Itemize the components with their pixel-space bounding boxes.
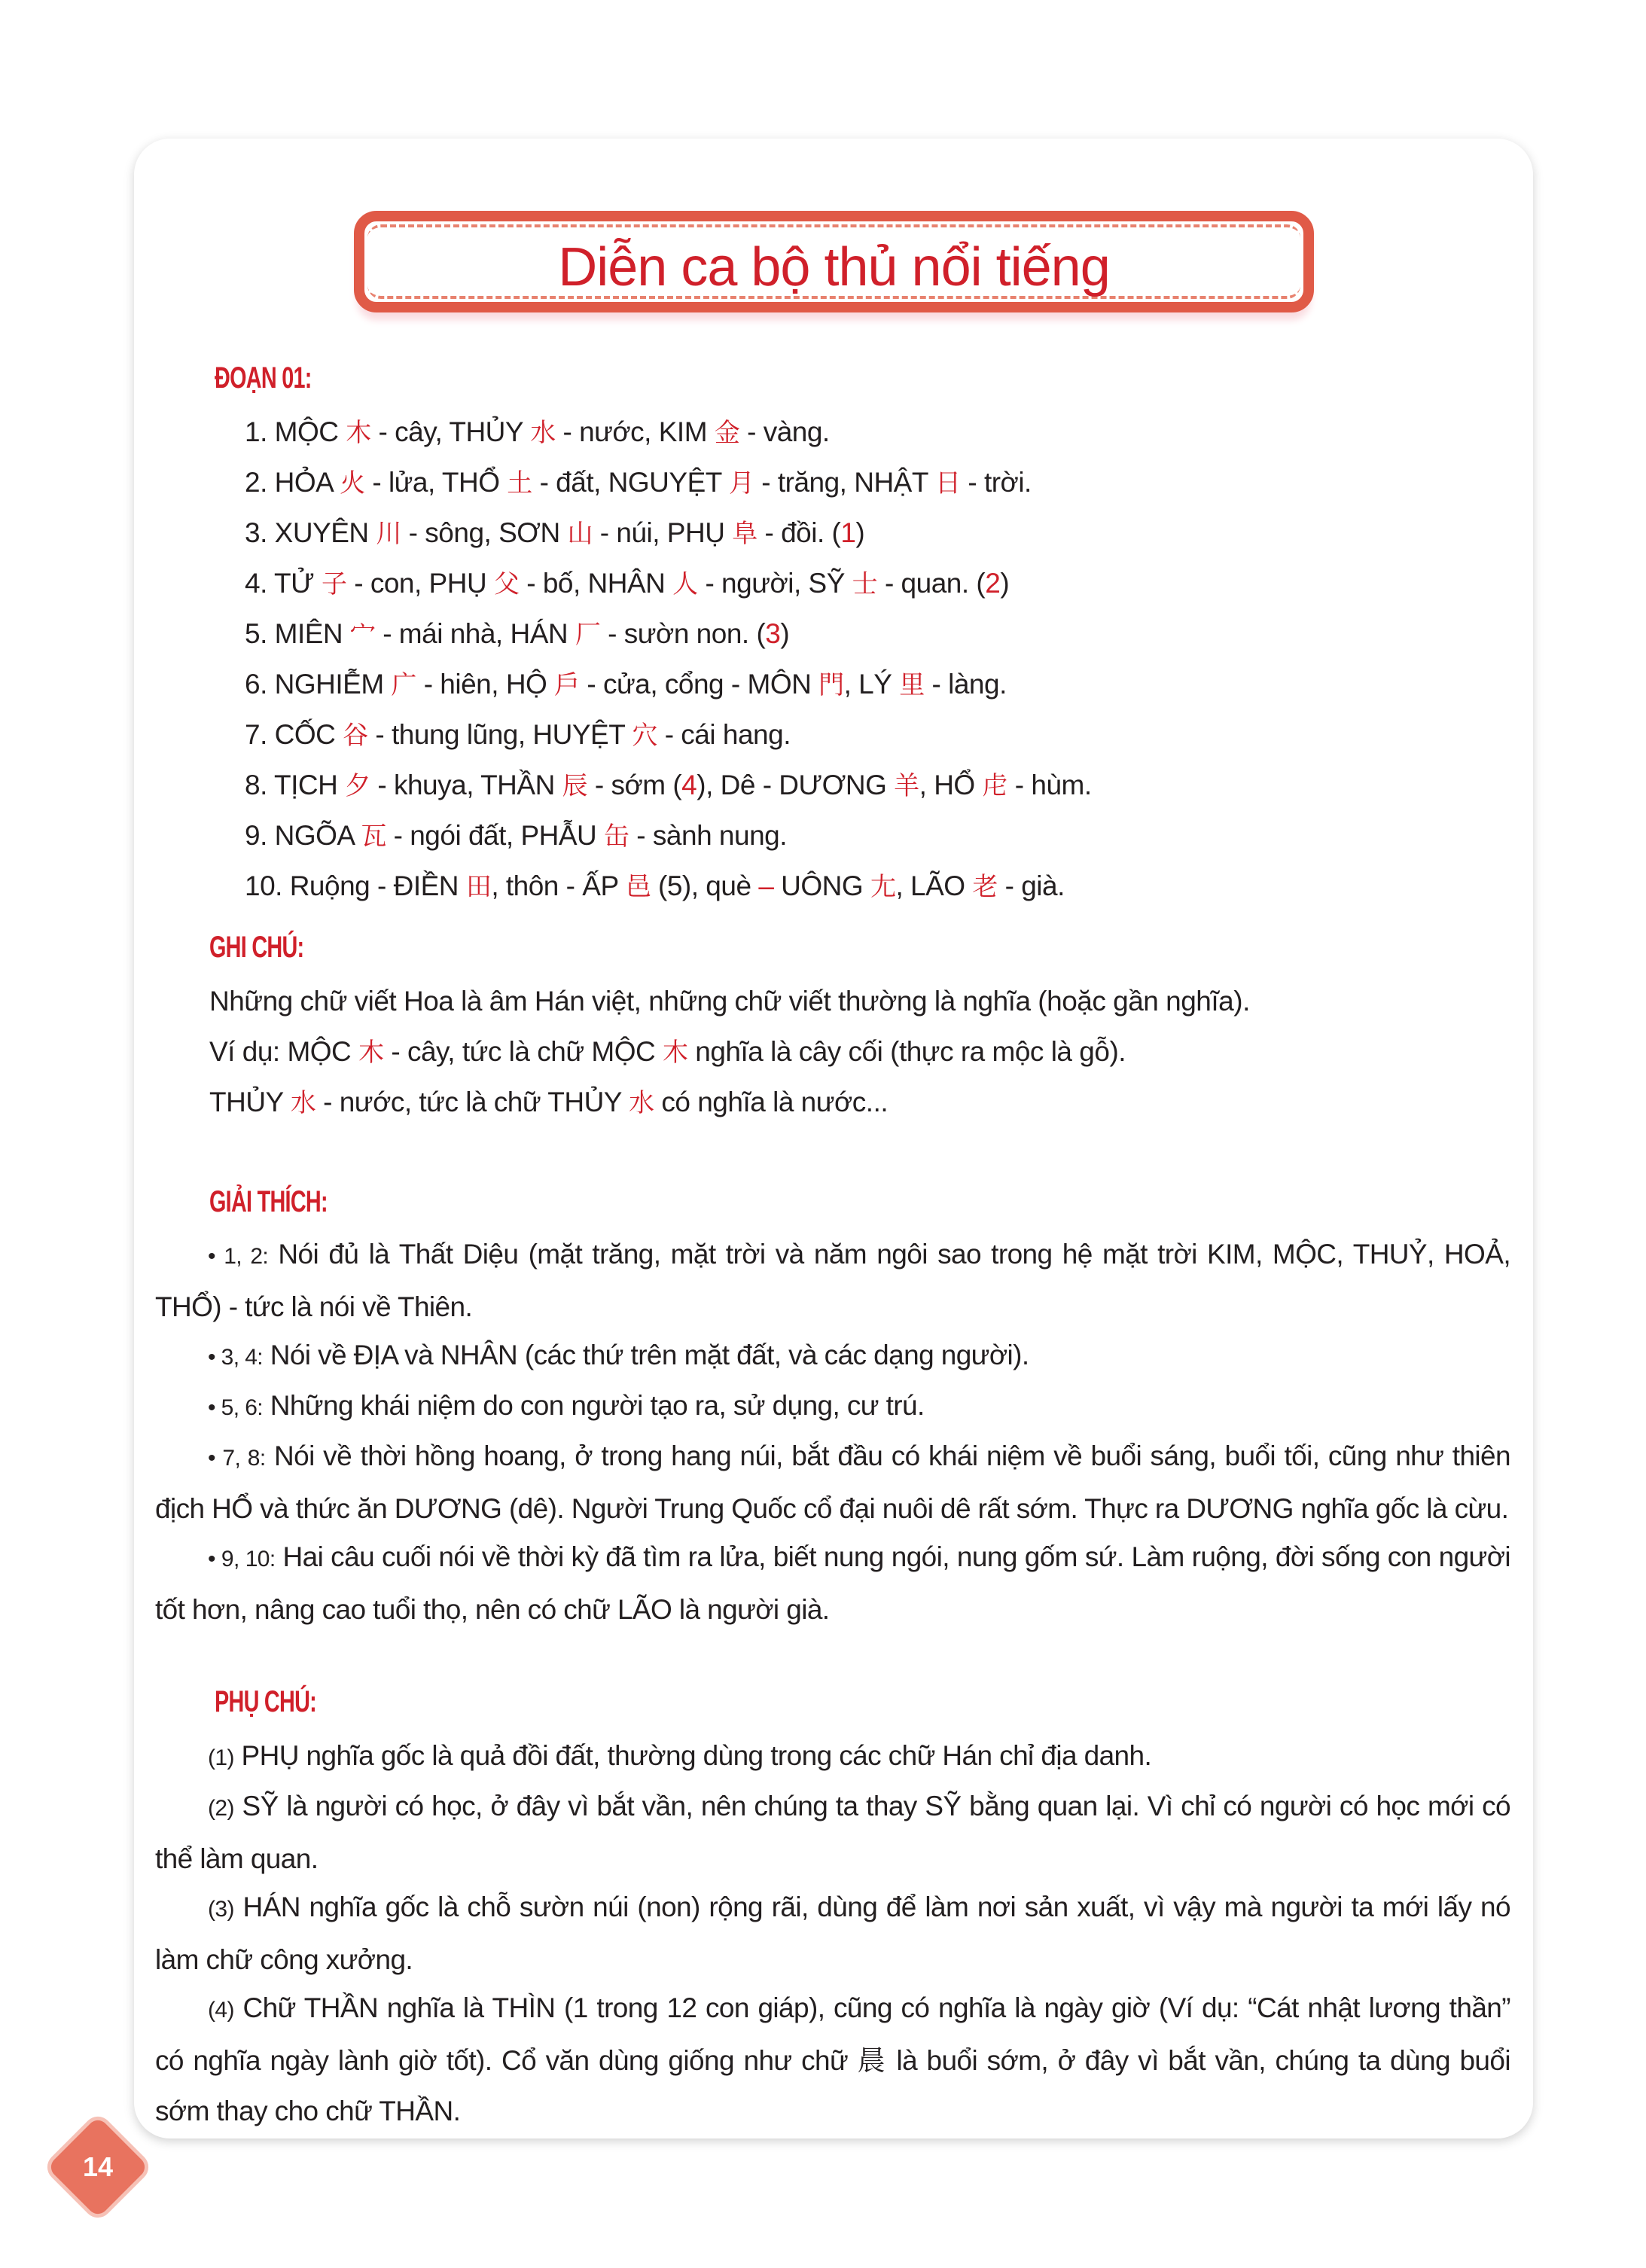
- text-segment: 3. XUYÊN: [245, 517, 376, 548]
- han-character: 月: [728, 468, 754, 498]
- han-character: 厂: [575, 620, 601, 650]
- text-segment: 4. TỬ: [245, 568, 322, 599]
- han-character: 穴: [632, 721, 657, 751]
- footnotes-text: PHỤ nghĩa gốc là quả đồi đất, thường dùng trong các chữ Hán chỉ địa danh.: [233, 1740, 1152, 1771]
- explanation-paragraph: [155, 1431, 1510, 1534]
- han-character: 戶: [554, 670, 580, 700]
- text-segment: 2: [985, 568, 1001, 599]
- explanation-label: • 9, 10:: [208, 1547, 276, 1571]
- han-character: 木: [662, 1038, 688, 1068]
- text-segment: 6. NGHIỄM: [245, 669, 392, 700]
- verse-line: [245, 508, 864, 559]
- footnotes-label: (1): [208, 1745, 234, 1770]
- han-character: 士: [852, 569, 878, 599]
- verse-line: [245, 709, 791, 761]
- text-segment: 2. HỎA: [245, 467, 340, 498]
- han-character: 虍: [982, 771, 1007, 801]
- verse-line: [245, 810, 787, 862]
- text-segment: - cây, tức là chữ MỘC: [383, 1036, 663, 1067]
- text-segment: , LÝ: [843, 669, 900, 700]
- text-segment: - ngói đất, PHẪU: [386, 820, 605, 851]
- text-segment: 3: [765, 618, 781, 649]
- text-segment: - sớm (: [587, 770, 682, 800]
- text-segment: –: [758, 870, 782, 901]
- han-character: 尢: [870, 872, 896, 902]
- han-character: 火: [340, 468, 365, 498]
- text-segment: 9. NGÕA: [245, 820, 361, 851]
- verse-line: [245, 659, 1007, 711]
- text-segment: - đồi. (: [757, 517, 841, 548]
- page-title: Diễn ca bộ thủ nổi tiếng: [558, 237, 1110, 297]
- text-segment: - nước, KIM: [555, 416, 715, 447]
- text-segment: , thôn - ẤP: [491, 870, 626, 901]
- han-character: 土: [507, 468, 532, 498]
- text-segment: - sườn non. (: [600, 618, 766, 649]
- han-character: 田: [465, 872, 492, 902]
- footnotes-paragraph: [155, 1882, 1510, 1985]
- text-segment: - trời.: [960, 467, 1032, 498]
- text-segment: nghĩa là cây cối (thực ra mộc là gỗ).: [687, 1036, 1126, 1067]
- note-line: [209, 976, 1250, 1026]
- han-character: 木: [346, 418, 371, 448]
- text-segment: , HỔ: [919, 770, 983, 800]
- verse-line: [245, 608, 789, 660]
- explanation-label: • 7, 8:: [208, 1446, 266, 1471]
- text-segment: - người, SỸ: [697, 568, 852, 599]
- footnotes-label: (2): [208, 1796, 234, 1821]
- text-segment: - già.: [997, 870, 1065, 901]
- text-segment: UÔNG: [781, 870, 870, 901]
- text-segment: - hiên, HỘ: [416, 669, 555, 700]
- han-character: 瓦: [361, 822, 386, 852]
- explanation-text: Nói về thời hồng hoang, ở trong hang núi, bắt đầu có khái niệm về buổi sáng, buổi tối, cũng như thiên địch HỔ và thức ăn DƯƠNG (dê). Người Trung Quốc cổ đại nuôi dê rất sớm. Thực ra DƯƠNG nghĩa gốc là cừu.: [155, 1440, 1511, 1524]
- han-character: 人: [672, 569, 698, 599]
- footnotes-paragraph: [155, 1983, 1510, 2136]
- han-character: 宀: [349, 620, 376, 650]
- text-segment: - lửa, THỔ: [364, 467, 508, 498]
- section-heading-giai-thich: GIẢI THÍCH:: [209, 1185, 328, 1218]
- text-segment: 1: [840, 517, 856, 548]
- text-segment: ): [780, 618, 790, 649]
- text-segment: - khuya, THẦN: [370, 770, 562, 800]
- footnotes-label: (4): [208, 1998, 234, 2023]
- note-line: [209, 1077, 888, 1129]
- section-heading-phu-chu: PHỤ CHÚ:: [215, 1685, 317, 1718]
- section-heading-doan-01: ĐOẠN 01:: [215, 361, 312, 395]
- han-character: 水: [629, 1088, 654, 1118]
- explanation-text: Hai câu cuối nói về thời kỳ đã tìm ra lửa, biết nung ngói, nung gốm sứ. Làm ruộng, đời sống con người tốt hơn, nâng cao tuổi thọ, nên có chữ LÃO là người già.: [155, 1541, 1510, 1625]
- text-segment: - đất, NGUYỆT: [532, 467, 729, 498]
- han-character: 邑: [625, 872, 651, 902]
- text-segment: 4: [681, 770, 697, 800]
- han-character: 水: [530, 418, 556, 448]
- han-character: 老: [972, 872, 998, 902]
- text-segment: - hùm.: [1007, 770, 1092, 800]
- han-character: 里: [899, 670, 925, 700]
- explanation-paragraph: [155, 1330, 1510, 1382]
- explanation-label: • 1, 2:: [208, 1244, 269, 1269]
- verse-line: [245, 407, 830, 459]
- footnotes-text: SỸ là người có học, ở đây vì bắt vần, nên chúng ta thay SỸ bằng quan lại. Vì chỉ có người có học mới có thể làm quan.: [155, 1791, 1510, 1874]
- text-segment: (5), què: [651, 870, 759, 901]
- footnotes-paragraph: [155, 1730, 1510, 1783]
- explanation-label: • 3, 4:: [208, 1345, 264, 1370]
- han-character: 山: [567, 519, 593, 549]
- text-segment: ): [1000, 568, 1010, 599]
- footnotes-text: Chữ THẦN nghĩa là THÌN (1 trong 12 con giáp), cũng có nghĩa là ngày giờ (Ví dụ: “Cát nhật lương thần” có nghĩa ngày lành giờ tốt). Cổ văn dùng giống như chữ 晨 là buổi sớm, ở đây vì bắt vần, chúng ta dùng buổi sớm thay cho chữ THẦN.: [155, 1992, 1510, 2126]
- verse-line: [245, 457, 1032, 509]
- text-segment: , LÃO: [895, 870, 973, 901]
- text-segment: 7. CỐC: [245, 719, 343, 750]
- explanation-paragraph: [155, 1380, 1510, 1433]
- text-segment: - cái hang.: [657, 719, 791, 750]
- note-line: [209, 1026, 1126, 1078]
- text-segment: Ví dụ: MỘC: [209, 1036, 359, 1067]
- text-segment: Những chữ viết Hoa là âm Hán việt, những chữ viết thường là nghĩa (hoặc gần nghĩa).: [209, 986, 1250, 1017]
- text-segment: - cây, THỦY: [370, 416, 531, 447]
- text-segment: - cửa, cổng - MÔN: [579, 669, 819, 700]
- han-character: 夕: [345, 771, 370, 801]
- explanation-text: Nói đủ là Thất Diệu (mặt trăng, mặt trời và năm ngôi sao trong hệ mặt trời KIM, MỘC, THUỶ, HOẢ, THỔ) - tức là nói về Thiên.: [155, 1239, 1510, 1322]
- text-segment: - vàng.: [739, 416, 830, 447]
- han-character: 羊: [894, 771, 919, 801]
- text-segment: ): [855, 517, 865, 548]
- text-segment: 8. TỊCH: [245, 770, 346, 800]
- text-segment: - thung lũng, HUYỆT: [367, 719, 632, 750]
- explanation-paragraph: [155, 1229, 1510, 1332]
- explanation-text: Những khái niệm do con người tạo ra, sử dụng, cư trú.: [263, 1390, 925, 1421]
- footnotes-paragraph: [155, 1781, 1510, 1884]
- han-character: 缶: [604, 822, 629, 852]
- han-character: 日: [935, 468, 961, 498]
- text-segment: 5. MIÊN: [245, 618, 350, 649]
- han-character: 父: [493, 569, 520, 599]
- han-character: 谷: [343, 721, 368, 751]
- text-segment: - núi, PHỤ: [592, 517, 733, 548]
- text-segment: 1. MỘC: [245, 416, 346, 447]
- text-segment: - làng.: [924, 669, 1007, 700]
- verse-line: [245, 558, 1009, 610]
- text-segment: có nghĩa là nước...: [654, 1087, 889, 1117]
- section-heading-ghi-chu: GHI CHÚ:: [209, 931, 304, 964]
- explanation-text: Nói về ĐỊA và NHÂN (các thứ trên mặt đất, và các dạng người).: [263, 1340, 1029, 1370]
- han-character: 川: [376, 519, 401, 549]
- text-segment: - sành nung.: [629, 820, 788, 851]
- verse-line: [245, 861, 1065, 913]
- han-character: 門: [818, 670, 844, 700]
- footnotes-text: HÁN nghĩa gốc là chỗ sườn núi (non) rộng rãi, dùng để làm nơi sản xuất, vì vậy mà người ta mới lấy nó làm chữ công xưởng.: [155, 1892, 1510, 1975]
- han-character: 水: [290, 1088, 316, 1118]
- explanation-label: • 5, 6:: [208, 1395, 264, 1420]
- han-character: 辰: [562, 771, 588, 801]
- text-segment: ), Dê - DƯƠNG: [697, 770, 895, 800]
- text-segment: THỦY: [209, 1087, 291, 1117]
- title-banner: [354, 211, 1314, 312]
- text-segment: - sông, SƠN: [401, 517, 568, 548]
- footnotes-label: (3): [208, 1897, 234, 1922]
- explanation-paragraph: [155, 1532, 1510, 1635]
- text-segment: - mái nhà, HÁN: [375, 618, 575, 649]
- text-segment: - con, PHỤ: [346, 568, 494, 599]
- text-segment: 10. Ruộng - ĐIỀN: [245, 870, 466, 901]
- han-character: 木: [358, 1038, 384, 1068]
- text-segment: - nước, tức là chữ THỦY: [315, 1087, 629, 1117]
- verse-line: [245, 760, 1092, 812]
- han-character: 阜: [732, 519, 757, 549]
- han-character: 广: [391, 670, 416, 700]
- text-segment: - quan. (: [877, 568, 986, 599]
- page-number: 14: [82, 2151, 114, 2182]
- han-character: 金: [714, 418, 740, 448]
- page-number-badge: [47, 2116, 149, 2218]
- text-segment: - trăng, NHẬT: [754, 467, 936, 498]
- han-character: 子: [321, 569, 347, 599]
- text-segment: - bố, NHÂN: [519, 568, 673, 599]
